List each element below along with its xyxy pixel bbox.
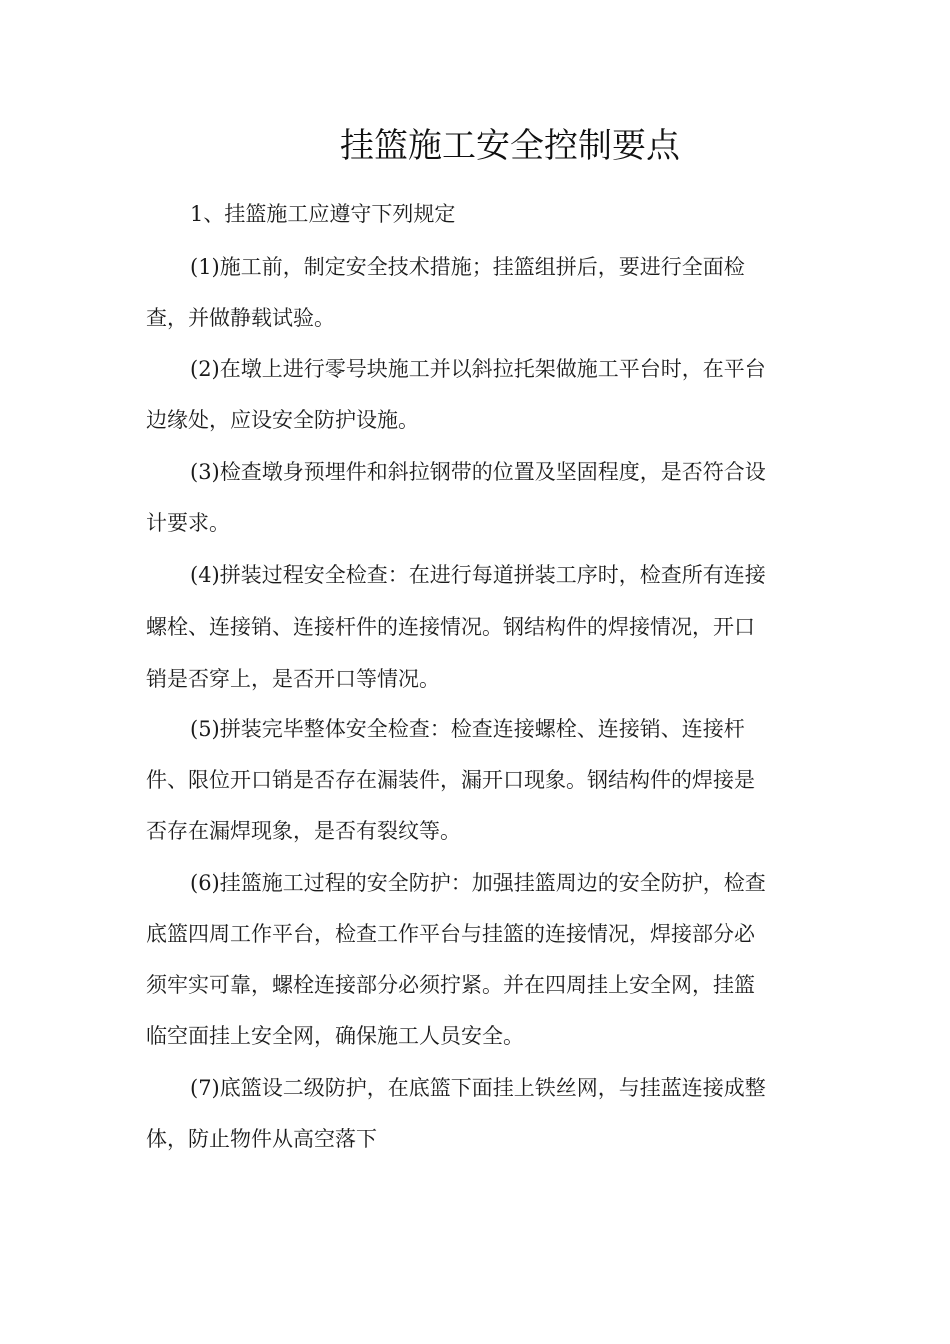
- paragraph-line: 计要求。: [146, 511, 230, 535]
- paragraph-line: 底篮四周工作平台，检查工作平台与挂篮的连接情况，焊接部分必: [146, 922, 755, 946]
- paragraph-line: 边缘处，应设安全防护设施。: [146, 408, 419, 432]
- paragraph-line: (3)检查墩身预埋件和斜拉钢带的位置及坚固程度，是否符合设: [190, 460, 766, 484]
- paragraph-line: 查，并做静载试验。: [146, 306, 335, 330]
- document-title: 挂篮施工安全控制要点: [340, 126, 680, 166]
- paragraph-line: (7)底篮设二级防护，在底篮下面挂上铁丝网，与挂蓝连接成整: [190, 1076, 766, 1100]
- paragraph-line: 体，防止物件从高空落下: [146, 1127, 377, 1151]
- paragraph-line: 螺栓、连接销、连接杆件的连接情况。钢结构件的焊接情况，开口: [146, 615, 755, 639]
- paragraph-line: (5)拼装完毕整体安全检查：检查连接螺栓、连接销、连接杆: [190, 717, 745, 741]
- paragraph-line: 临空面挂上安全网，确保施工人员安全。: [146, 1024, 524, 1048]
- paragraph-line: 销是否穿上，是否开口等情况。: [146, 667, 440, 691]
- section-heading: 1、挂篮施工应遵守下列规定: [190, 202, 456, 226]
- paragraph-line: (1)施工前，制定安全技术措施；挂篮组拼后，要进行全面检: [190, 255, 745, 279]
- paragraph-line: (6)挂篮施工过程的安全防护：加强挂篮周边的安全防护，检查: [190, 871, 766, 895]
- paragraph-line: (4)拼装过程安全检查：在进行每道拼装工序时，检查所有连接: [190, 563, 766, 587]
- paragraph-line: 须牢实可靠，螺栓连接部分必须拧紧。并在四周挂上安全网，挂篮: [146, 973, 755, 997]
- paragraph-line: 否存在漏焊现象，是否有裂纹等。: [146, 819, 461, 843]
- paragraph-line: (2)在墩上进行零号块施工并以斜拉托架做施工平台时，在平台: [190, 357, 766, 381]
- paragraph-line: 件、限位开口销是否存在漏装件，漏开口现象。钢结构件的焊接是: [146, 768, 755, 792]
